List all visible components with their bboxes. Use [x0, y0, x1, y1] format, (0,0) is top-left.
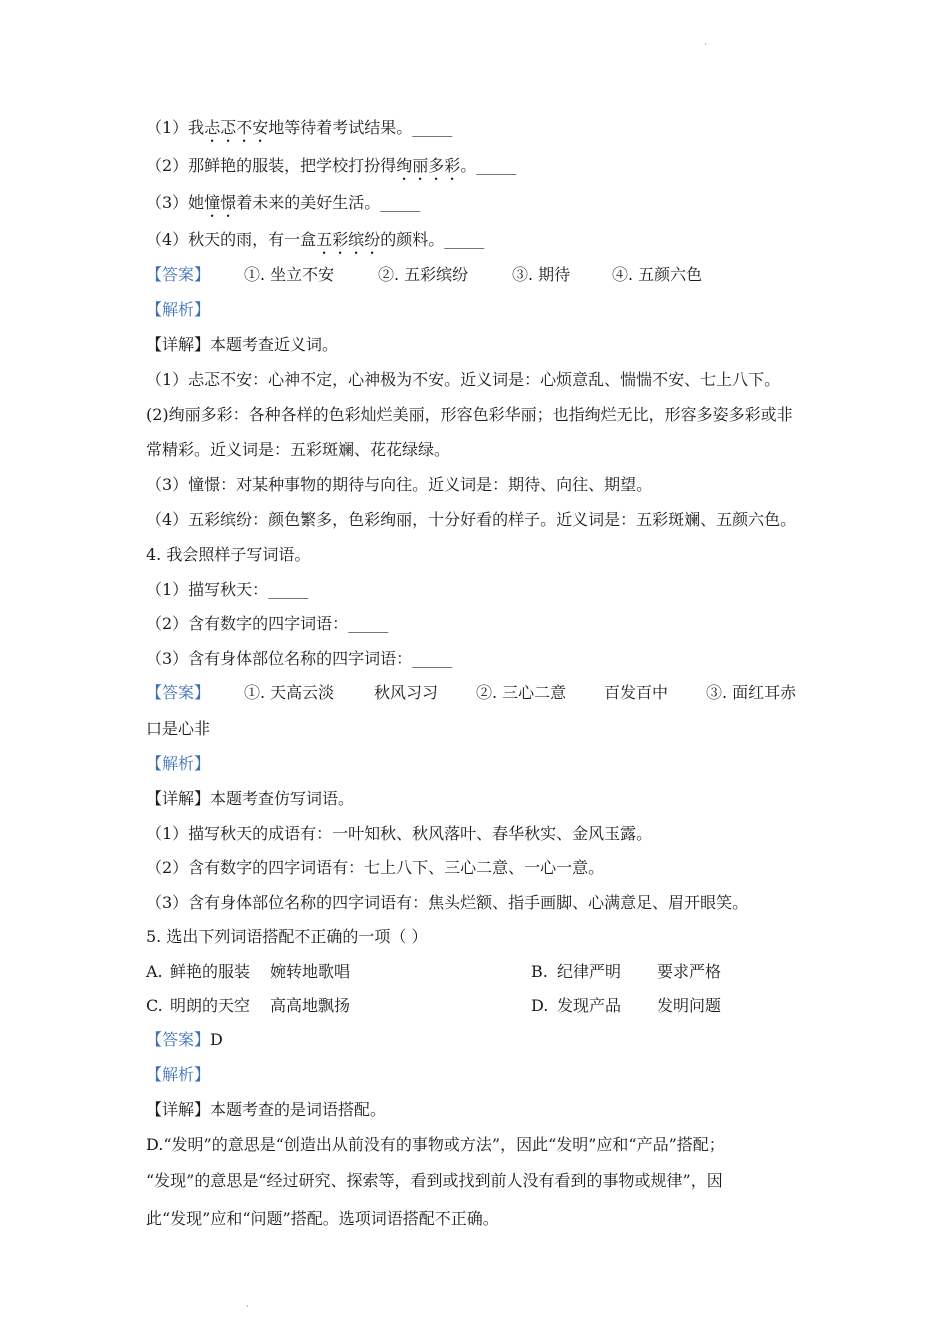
q4-answer-cont: 口是心非 [146, 719, 211, 738]
q5-detail-3: 此“发现”应和“问题”搭配。选项词语搭配不正确。 [146, 1209, 499, 1228]
q5-detail-intro: 【详解】本题考查的是词语搭配。 [146, 1100, 387, 1119]
q3-item-1: （1）我忐忑不安地等待着考试结果。_____ [146, 118, 453, 137]
q3-detail-2-cont: 常精彩。近义词是：五彩斑斓、花花绿绿。 [146, 440, 451, 459]
answer-blank: _____ [380, 193, 421, 212]
option-b: B. 纪律严明 要求严格 [531, 962, 722, 981]
answer-blank: _____ [268, 580, 309, 599]
q5-options-row-1 [146, 962, 816, 982]
q4-item-3: （3）含有身体部位名称的四字词语：_____ [146, 649, 453, 668]
answer-label: 【答案】 [146, 683, 211, 702]
answer-blank: _____ [412, 118, 453, 137]
page-mark-bottom: · [246, 1302, 249, 1311]
option-a: A. 鲜艳的服装 婉转地歌唱 [146, 962, 351, 981]
answer-label: 【答案】 [146, 1030, 211, 1049]
q3-item-3: （3）她憧憬着未来的美好生活。_____ [146, 193, 421, 212]
answer-4: ④. 五颜六色 [612, 265, 703, 284]
q4-detail-2: （2）含有数字的四字词语有：七上八下、三心二意、一心一意。 [146, 858, 605, 877]
q3-item-2: （2）那鲜艳的服装，把学校打扮得绚丽多彩。_____ [146, 156, 517, 175]
answer-blank: _____ [348, 614, 389, 633]
emphasis-word: 忐忑不安 [204, 118, 269, 137]
analysis-label: 【解析】 [146, 754, 211, 773]
q3-detail-2: (2)绚丽多彩：各种各样的色彩灿烂美丽，形容色彩华丽；也指绚烂无比，形容多姿多彩或非 [146, 405, 793, 424]
q3-item-4: （4）秋天的雨，有一盒五彩缤纷的颜料。_____ [146, 230, 485, 249]
answer-blank: _____ [476, 156, 517, 175]
q4-item-2: （2）含有数字的四字词语：_____ [146, 614, 389, 633]
q4-answer-line [146, 683, 816, 703]
answer-2: ②. 五彩缤纷 [378, 265, 469, 284]
q5-detail-2: “发现”的意思是“经过研究、探索等，看到或找到前人没有看到的事物或规律”，因 [146, 1171, 723, 1190]
answer-blank: _____ [412, 649, 453, 668]
emphasis-word: 绚丽多彩 [396, 156, 461, 175]
answer-3: ③. 面红耳赤 [706, 683, 797, 702]
q4-detail-1: （1）描写秋天的成语有：一叶知秋、秋风落叶、春华秋实、金风玉露。 [146, 824, 653, 843]
q4-title: 4. 我会照样子写词语。 [146, 545, 311, 564]
q5-title: 5. 选出下列词语搭配不正确的一项（ ） [146, 927, 428, 946]
q4-detail-3: （3）含有身体部位名称的四字词语有：焦头烂额、指手画脚、心满意足、眉开眼笑。 [146, 893, 749, 912]
q3-answer-line [146, 265, 816, 285]
option-d: D. 发现产品 发明问题 [531, 996, 722, 1015]
answer-2b: 百发百中 [604, 683, 669, 702]
analysis-label: 【解析】 [146, 300, 211, 319]
q3-detail-3: （3）憧憬：对某种事物的期待与向往。近义词是：期待、向往、期望。 [146, 475, 653, 494]
answer-3: ③. 期待 [512, 265, 571, 284]
q5-answer-line [146, 1030, 816, 1050]
analysis-label: 【解析】 [146, 1065, 211, 1084]
q3-detail-4: （4）五彩缤纷：颜色繁多，色彩绚丽，十分好看的样子。近义词是：五彩斑斓、五颜六色。 [146, 510, 797, 529]
option-c: C. 明朗的天空 高高地飘扬 [146, 996, 351, 1015]
answer-label: 【答案】 [146, 265, 211, 284]
page-mark-top: · [704, 40, 707, 49]
emphasis-word: 五彩缤纷 [316, 230, 381, 249]
q3-detail-1: （1）忐忑不安：心神不定，心神极为不安。近义词是：心烦意乱、惴惴不安、七上八下。 [146, 370, 781, 389]
q3-detail-intro: 【详解】本题考查近义词。 [146, 335, 339, 354]
answer-1: ①. 坐立不安 [244, 265, 335, 284]
q5-detail-1: D.“发明”的意思是“创造出从前没有的事物或方法”，因此“发明”应和“产品”搭配； [146, 1135, 725, 1154]
q5-options-row-2 [146, 996, 816, 1016]
q4-detail-intro: 【详解】本题考查仿写词语。 [146, 789, 355, 808]
q4-item-1: （1）描写秋天：_____ [146, 580, 309, 599]
emphasis-word: 憧憬 [204, 193, 237, 212]
answer-value: D [210, 1030, 223, 1049]
answer-1b: 秋风习习 [374, 683, 439, 702]
answer-blank: _____ [444, 230, 485, 249]
answer-1: ①. 天高云淡 [244, 683, 335, 702]
answer-2: ②. 三心二意 [476, 683, 567, 702]
